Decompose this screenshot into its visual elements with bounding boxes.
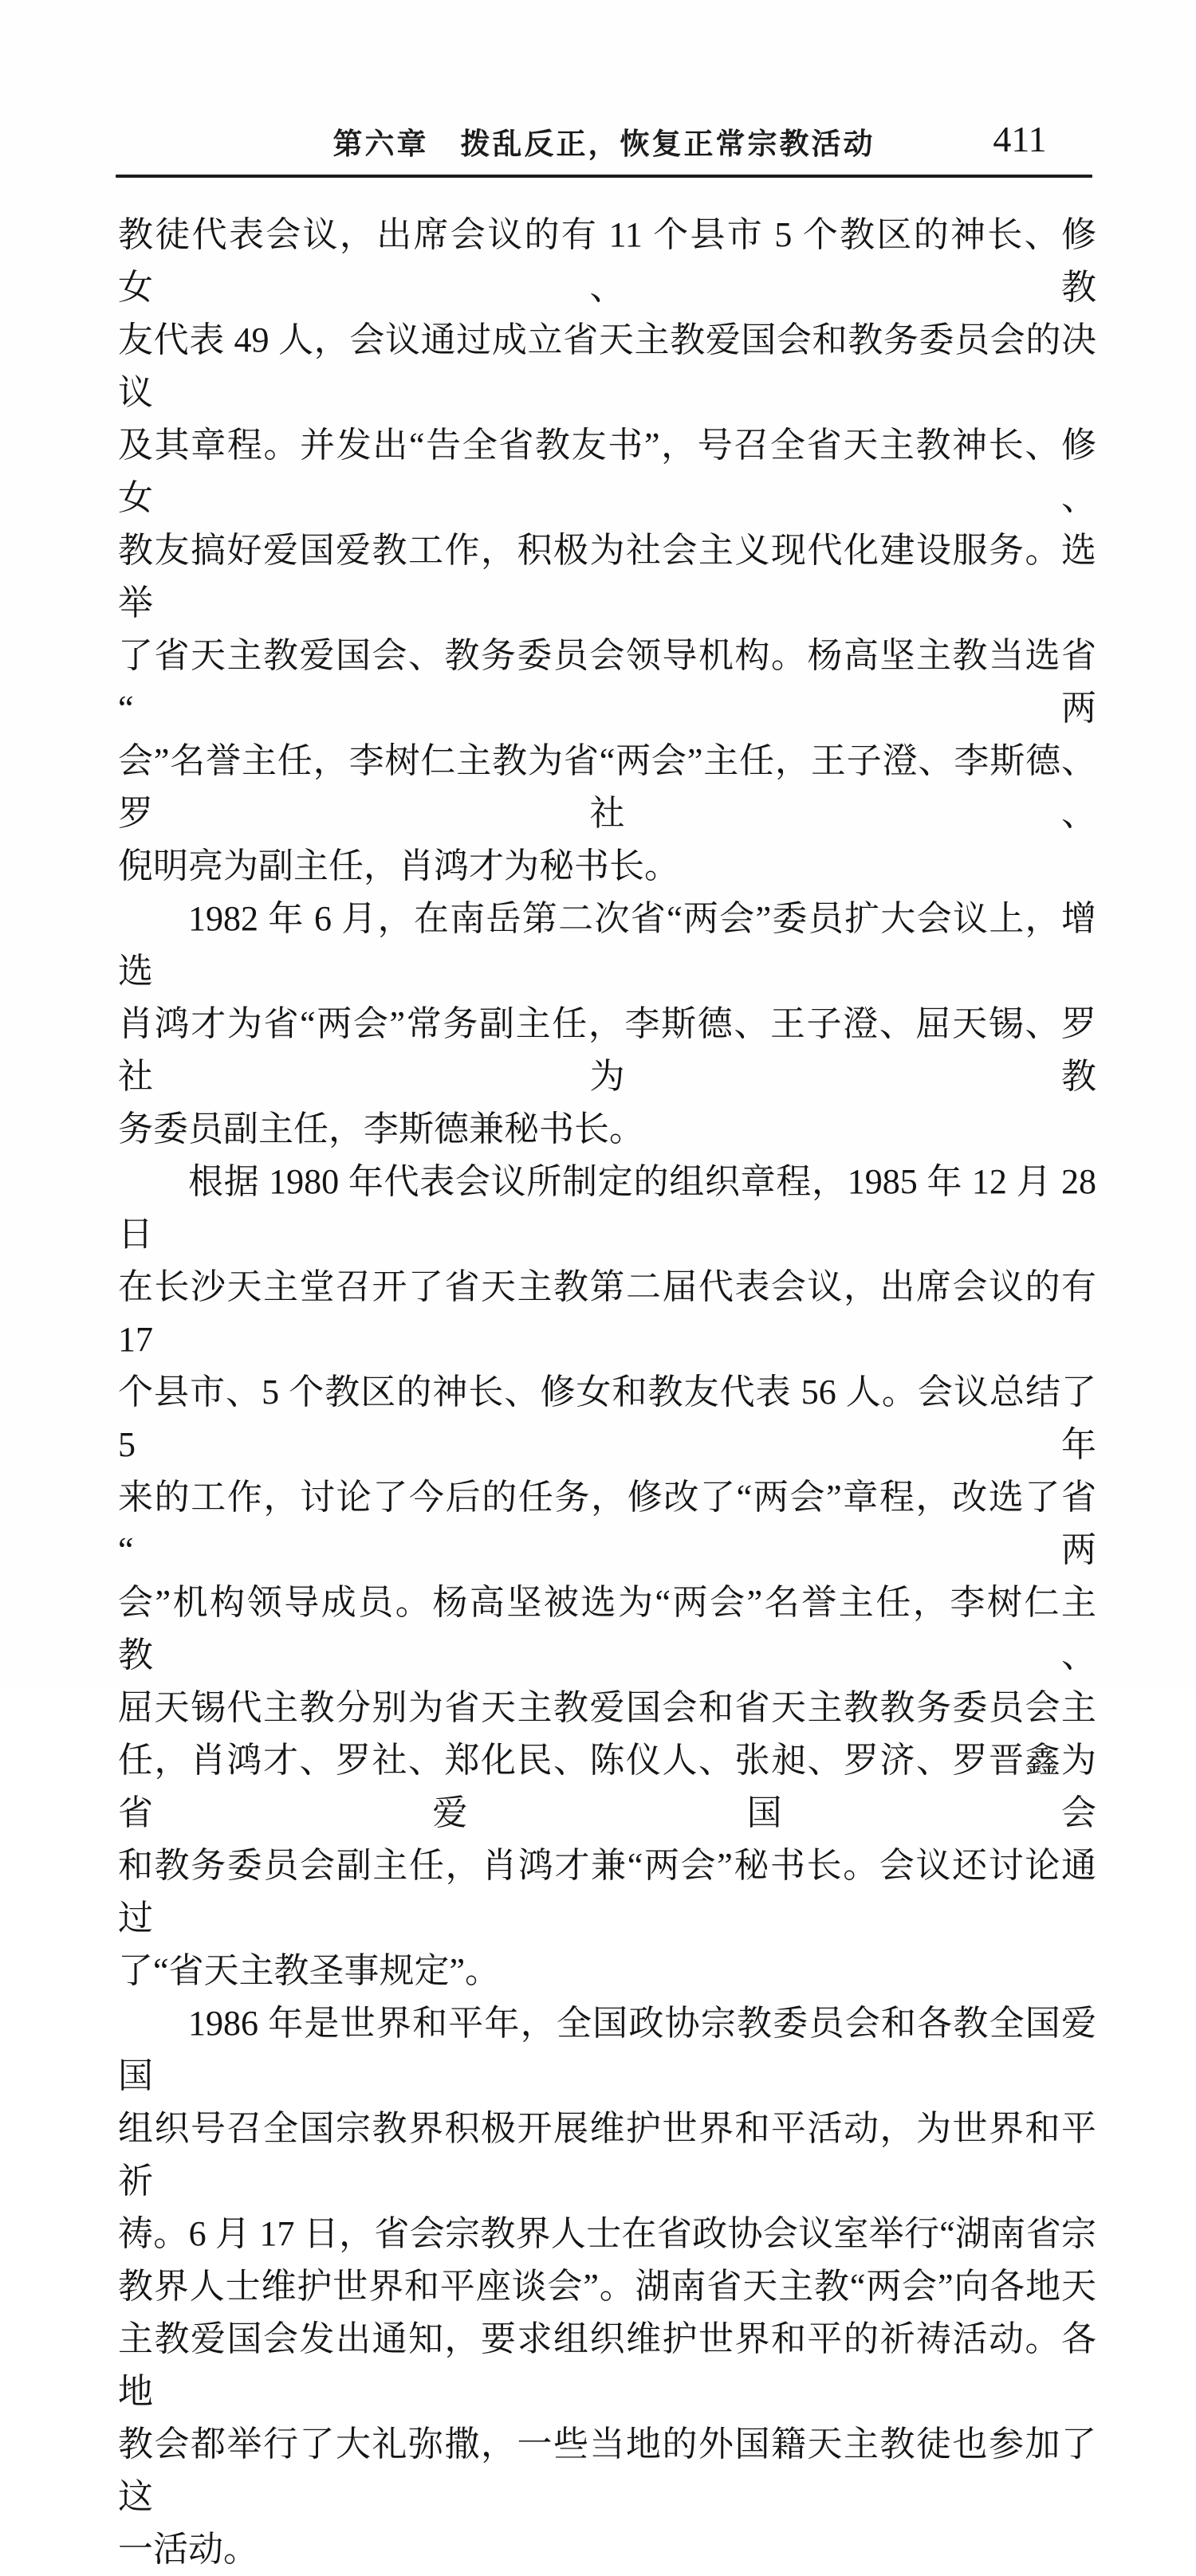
paragraph: [118, 893, 1096, 1156]
text-line: 及其章程。并发出“告全省教友书”，号召全省天主教神长、修女、: [118, 426, 1096, 517]
text-line: 1982 年 6 月，在南岳第二次省“两会”委员扩大会议上，增选: [118, 899, 1096, 991]
text-line: 务委员副主任，李斯德兼秘书长。: [118, 1109, 644, 1149]
text-line: 会”名誉主任，李树仁主教为省“两会”主任，王子澄、李斯德、罗社、: [118, 741, 1096, 833]
text-line: 会”机构领导成员。杨高坚被选为“两会”名誉主任，李树仁主教、: [118, 1583, 1096, 1675]
paragraph: [118, 1156, 1096, 1997]
text-line: 教界人士维护世界和平座谈会”。湖南省天主教“两会”向各地天: [118, 2267, 1096, 2306]
text-line: 教徒代表会议，出席会议的有 11 个县市 5 个教区的神长、修女、教: [118, 215, 1096, 307]
text-line: 和教务委员会副主任，肖鸿才兼“两会”秘书长。会议还讨论通过: [118, 1846, 1096, 1938]
text-line: 根据 1980 年代表会议所制定的组织章程，1985 年 12 月 28 日: [118, 1162, 1096, 1254]
header-rule: [116, 175, 1092, 178]
text-line: 主教爱国会发出通知，要求组织维护世界和平的祈祷活动。各地: [118, 2319, 1096, 2411]
text-line: 在长沙天主堂召开了省天主教第二届代表会议，出席会议的有 17: [118, 1267, 1096, 1359]
text-line: 友代表 49 人，会议通过成立省天主教爱国会和教务委员会的决议: [118, 320, 1096, 412]
text-line: 教友搞好爱国爱教工作，积极为社会主义现代化建设服务。选举: [118, 531, 1096, 622]
page-number: 411: [993, 119, 1047, 159]
text-line: 一活动。: [118, 2530, 258, 2569]
text-line: 倪明亮为副主任，肖鸿才为秘书长。: [118, 846, 679, 886]
text-line: 任，肖鸿才、罗社、郑化民、陈仪人、张昶、罗济、罗晋鑫为省爱国会: [118, 1741, 1096, 1832]
body-text: [118, 209, 1096, 2576]
paragraph: [118, 209, 1096, 893]
text-line: 祷。6 月 17 日，省会宗教界人士在省政协会议室举行“湖南省宗: [118, 2214, 1096, 2253]
text-line: 了“省天主教圣事规定”。: [118, 1951, 501, 1990]
text-line: 教会都举行了大礼弥撒，一些当地的外国籍天主教徒也参加了这: [118, 2425, 1096, 2516]
running-head-title: 第六章 拨乱反正，恢复正常宗教活动: [332, 128, 875, 161]
text-line: 1986 年是世界和平年，全国政协宗教委员会和各教全国爱国: [118, 2004, 1096, 2095]
text-line: 个县市、5 个教区的神长、修女和教友代表 56 人。会议总结了 5 年: [118, 1372, 1096, 1464]
text-line: 组织号召全国宗教界积极开展维护世界和平活动，为世界和平祈: [118, 2109, 1096, 2201]
paragraph: [118, 1997, 1096, 2576]
text-line: 来的工作，讨论了今后的任务，修改了“两会”章程，改选了省“两: [118, 1478, 1096, 1569]
text-line: 屈天锡代主教分别为省天主教爱国会和省天主教教务委员会主: [118, 1688, 1096, 1727]
text-line: 了省天主教爱国会、教务委员会领导机构。杨高坚主教当选省“两: [118, 636, 1096, 728]
text-line: 肖鸿才为省“两会”常务副主任，李斯德、王子澄、屈天锡、罗社为教: [118, 1004, 1096, 1096]
